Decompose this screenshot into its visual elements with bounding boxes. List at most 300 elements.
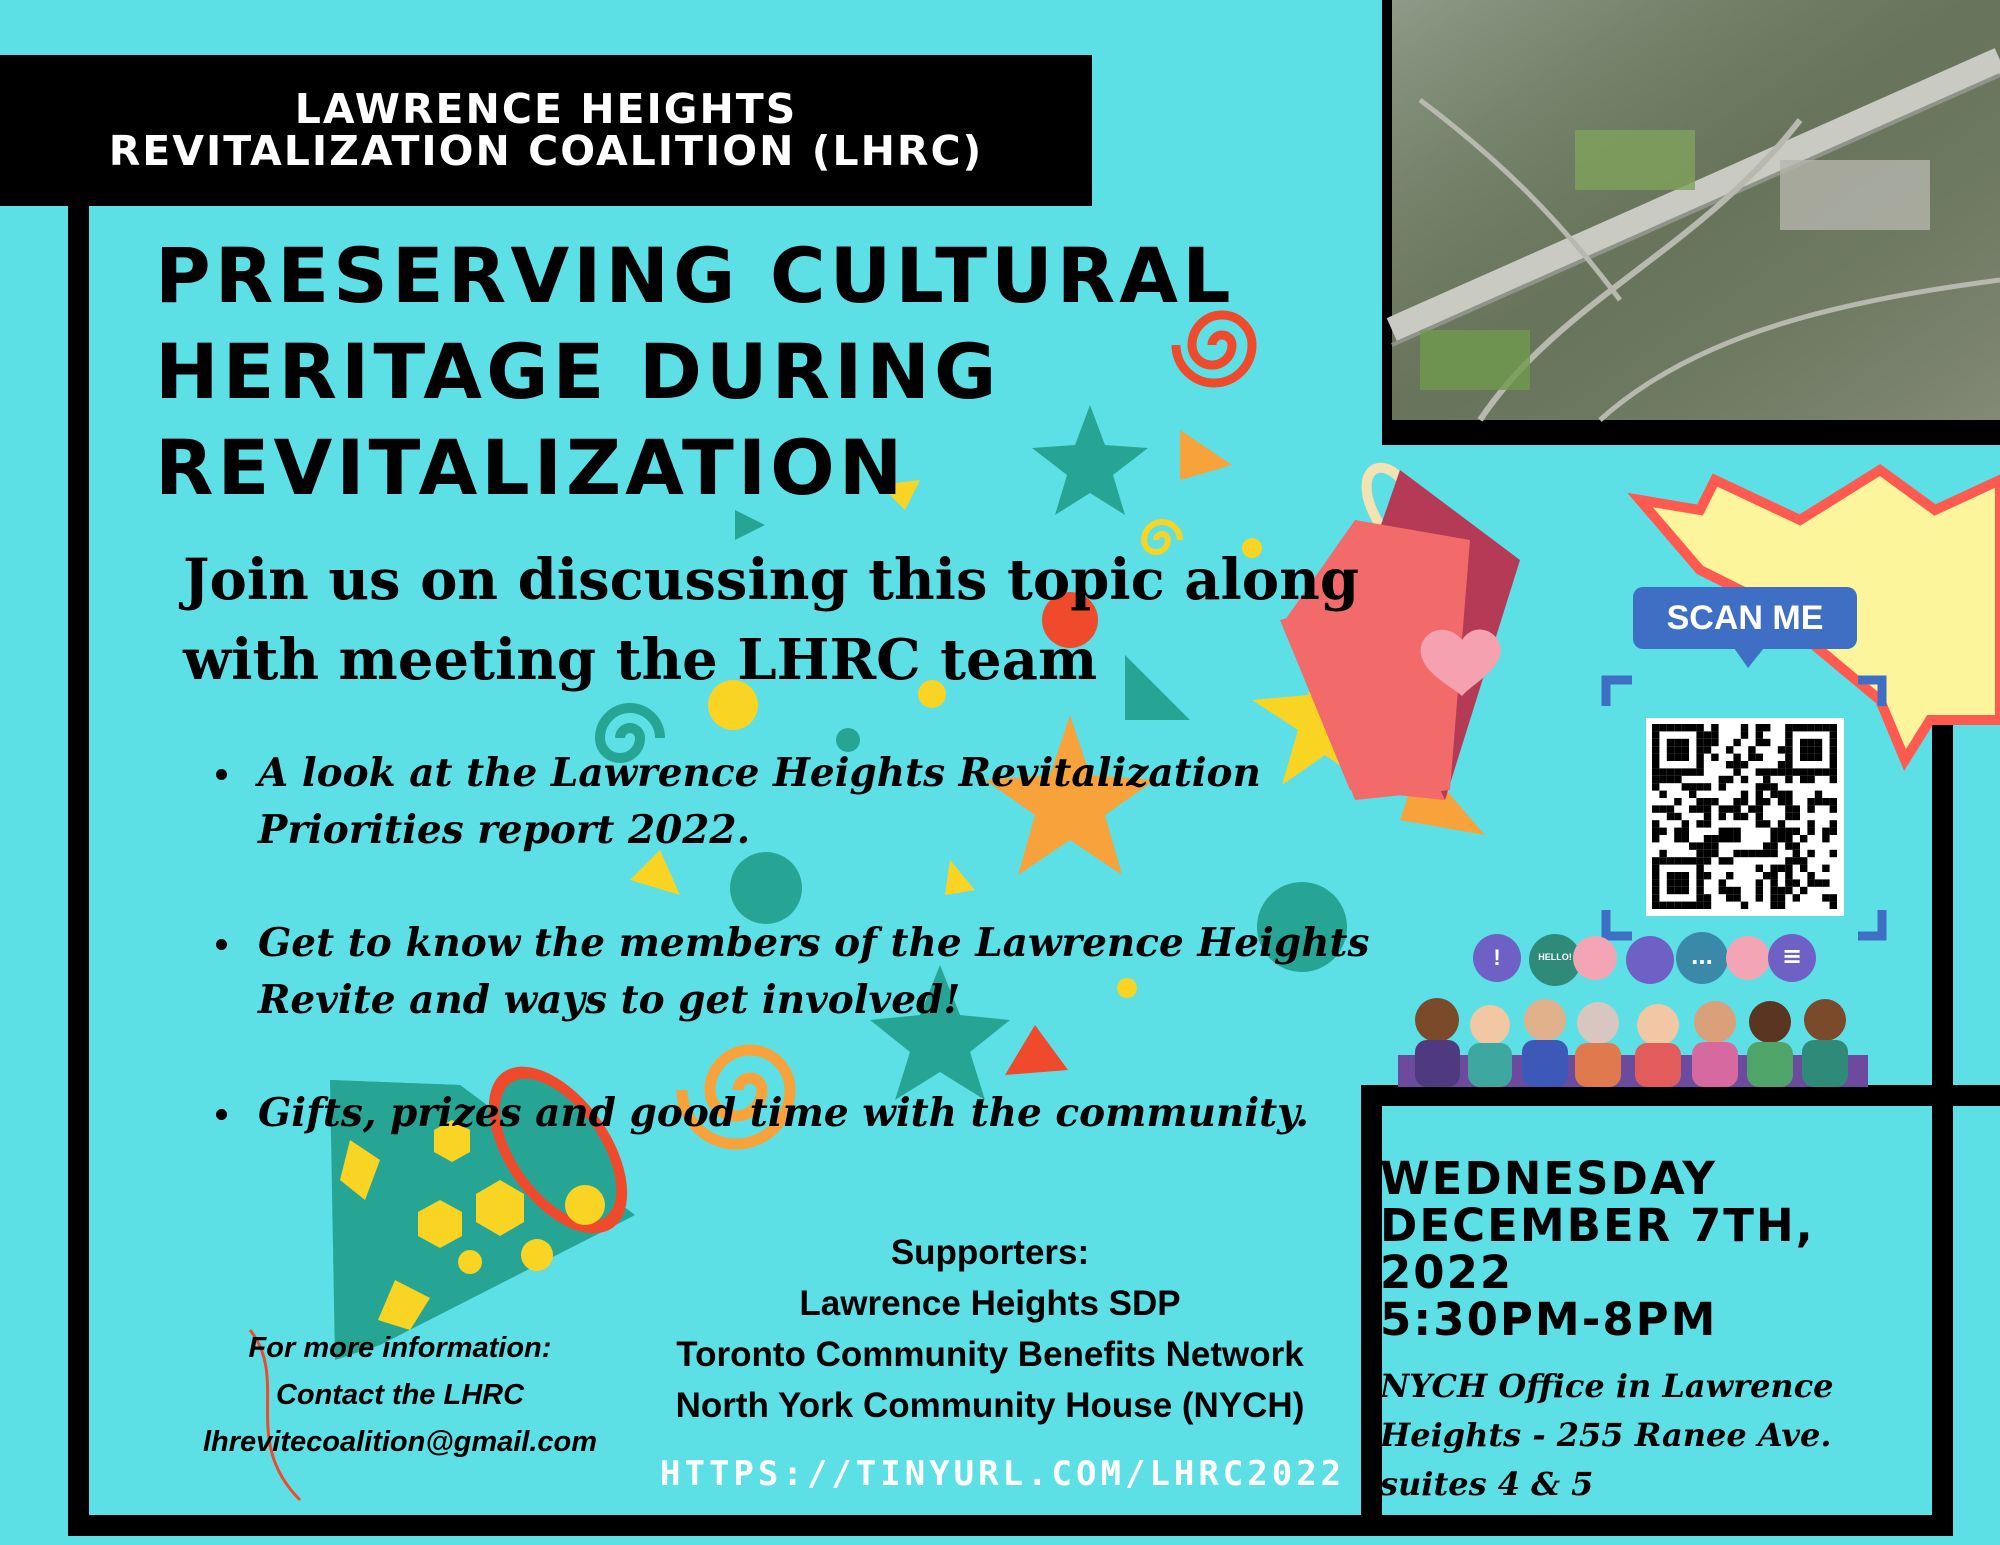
qr-module [1674, 739, 1681, 746]
qr-module [1815, 754, 1822, 761]
qr-module [1756, 879, 1763, 886]
qr-module [1807, 820, 1814, 827]
qr-module [1800, 768, 1807, 775]
qr-module [1830, 754, 1837, 761]
qr-module [1726, 776, 1733, 783]
qr-module [1830, 894, 1837, 901]
qr-module [1696, 879, 1703, 886]
qr-module [1674, 887, 1681, 894]
contact-section [150, 1325, 650, 1466]
qr-module [1830, 724, 1837, 731]
qr-module [1778, 865, 1785, 872]
qr-module [1785, 746, 1792, 753]
title-line-3: REVITALIZATION [155, 423, 907, 512]
qr-module [1815, 798, 1822, 805]
qr-module [1682, 724, 1689, 731]
qr-module [1682, 835, 1689, 842]
frame-bottom [68, 1515, 1953, 1536]
qr-module [1800, 739, 1807, 746]
qr-module [1652, 865, 1659, 872]
qr-module [1763, 768, 1770, 775]
qr-module [1696, 724, 1703, 731]
qr-module [1719, 805, 1726, 812]
qr-module [1800, 754, 1807, 761]
qr-module [1726, 835, 1733, 842]
qr-module [1733, 813, 1740, 820]
qr-module [1815, 724, 1822, 731]
qr-module [1652, 894, 1659, 901]
qr-module [1652, 805, 1659, 812]
qr-module [1733, 850, 1740, 857]
qr-module [1652, 754, 1659, 761]
qr-module [1756, 813, 1763, 820]
qr-module [1726, 805, 1733, 812]
qr-module [1785, 739, 1792, 746]
qr-module [1770, 768, 1777, 775]
qr-module [1756, 850, 1763, 857]
qr-module [1733, 798, 1740, 805]
qr-module [1785, 879, 1792, 886]
qr-module [1748, 746, 1755, 753]
qr-module [1807, 850, 1814, 857]
qr-module [1652, 761, 1659, 768]
registration-url[interactable]: HTTPS://TINYURL.COM/LHRC2022 [660, 1454, 1346, 1494]
qr-module [1830, 739, 1837, 746]
qr-module [1659, 850, 1666, 857]
qr-module [1704, 746, 1711, 753]
qr-module [1822, 894, 1829, 901]
qr-module [1785, 731, 1792, 738]
qr-module [1704, 872, 1711, 879]
qr-module [1652, 835, 1659, 842]
qr-module [1682, 828, 1689, 835]
qr-module [1756, 805, 1763, 812]
qr-module [1741, 791, 1748, 798]
page-title [155, 228, 1355, 516]
qr-module [1696, 820, 1703, 827]
supporters-section [620, 1227, 1360, 1431]
qr-module [1785, 865, 1792, 872]
event-date-line-2: 2022 [1380, 1246, 1514, 1299]
qr-module [1652, 902, 1659, 909]
qr-module [1704, 835, 1711, 842]
qr-module [1726, 828, 1733, 835]
qr-module [1770, 894, 1777, 901]
qr-module [1726, 887, 1733, 894]
event-date-line-1: DECEMBER 7TH, [1380, 1199, 1815, 1252]
qr-module [1689, 842, 1696, 849]
qr-module [1652, 828, 1659, 835]
qr-module [1726, 761, 1733, 768]
venue-line-3: suites 4 & 5 [1380, 1465, 1594, 1503]
qr-module [1682, 820, 1689, 827]
qr-module [1711, 739, 1718, 746]
qr-module [1800, 857, 1807, 864]
qr-module [1800, 776, 1807, 783]
bullet-dot-icon [216, 939, 227, 950]
intro-text [183, 540, 1383, 700]
qr-module [1778, 768, 1785, 775]
qr-module [1778, 835, 1785, 842]
qr-module [1696, 739, 1703, 746]
qr-module [1807, 798, 1814, 805]
qr-module [1711, 835, 1718, 842]
title-line-1: PRESERVING CULTURAL [155, 231, 1235, 320]
qr-module [1756, 739, 1763, 746]
qr-module [1822, 865, 1829, 872]
qr-module [1674, 724, 1681, 731]
qr-module [1704, 820, 1711, 827]
qr-module [1704, 805, 1711, 812]
qr-module [1770, 887, 1777, 894]
qr-module [1807, 872, 1814, 879]
qr-module [1770, 783, 1777, 790]
qr-module [1711, 850, 1718, 857]
qr-module [1704, 842, 1711, 849]
intro-line-2: with meeting the LHRC team [183, 627, 1098, 693]
qr-module [1652, 739, 1659, 746]
qr-module [1659, 768, 1666, 775]
list-item [258, 915, 1408, 1029]
qr-module [1719, 835, 1726, 842]
qr-module [1785, 761, 1792, 768]
qr-module [1785, 835, 1792, 842]
qr-module [1682, 739, 1689, 746]
qr-module [1667, 857, 1674, 864]
qr-module [1659, 857, 1666, 864]
qr-module [1807, 768, 1814, 775]
qr-module [1756, 894, 1763, 901]
qr-module [1704, 894, 1711, 901]
qr-module [1659, 724, 1666, 731]
qr-module [1682, 746, 1689, 753]
qr-module [1689, 902, 1696, 909]
qr-module [1778, 894, 1785, 901]
qr-module [1674, 746, 1681, 753]
qr-module [1807, 805, 1814, 812]
qr-module [1830, 850, 1837, 857]
qr-module [1770, 872, 1777, 879]
qr-module [1652, 731, 1659, 738]
qr-module [1674, 813, 1681, 820]
qr-module [1807, 746, 1814, 753]
bullet-dot-icon [216, 769, 227, 780]
qr-module [1756, 798, 1763, 805]
qr-module [1770, 828, 1777, 835]
scan-me-badge: SCAN ME [1633, 587, 1857, 649]
qr-module [1822, 879, 1829, 886]
qr-module [1770, 902, 1777, 909]
qr-module [1719, 776, 1726, 783]
list-item [258, 1085, 1408, 1142]
qr-module [1785, 776, 1792, 783]
venue-line-1: NYCH Office in Lawrence [1380, 1367, 1834, 1405]
qr-module [1674, 798, 1681, 805]
qr-module [1830, 805, 1837, 812]
qr-module [1733, 828, 1740, 835]
qr-module [1756, 724, 1763, 731]
ellipsis-bubble-icon: ... [1691, 940, 1713, 970]
supporters-title: Supporters: [890, 1233, 1090, 1272]
qr-module [1674, 835, 1681, 842]
qr-module [1807, 879, 1814, 886]
qr-module [1719, 887, 1726, 894]
qr-module [1682, 887, 1689, 894]
qr-module [1682, 879, 1689, 886]
intro-line-1: Join us on discussing this topic along [183, 547, 1359, 613]
qr-module [1793, 842, 1800, 849]
qr-module [1756, 768, 1763, 775]
qr-module [1682, 768, 1689, 775]
qr-module [1785, 724, 1792, 731]
qr-module [1704, 813, 1711, 820]
qr-module [1733, 761, 1740, 768]
qr-module [1770, 879, 1777, 886]
qr-module [1733, 887, 1740, 894]
supporter-2: Toronto Community Benefits Network [676, 1335, 1304, 1374]
qr-module [1719, 783, 1726, 790]
qr-module [1756, 783, 1763, 790]
qr-module [1689, 783, 1696, 790]
qr-module [1763, 820, 1770, 827]
contact-line-2: Contact the LHRC [275, 1379, 525, 1411]
qr-module [1674, 879, 1681, 886]
qr-module [1659, 776, 1666, 783]
qr-module [1682, 902, 1689, 909]
qr-module [1719, 828, 1726, 835]
qr-module [1830, 768, 1837, 775]
hello-bubble-icon: HELLO! [1538, 952, 1572, 962]
qr-module [1733, 805, 1740, 812]
qr-module [1785, 768, 1792, 775]
qr-module [1807, 739, 1814, 746]
qr-module [1785, 842, 1792, 849]
qr-module [1689, 805, 1696, 812]
bullet-2-line-2: Revite and ways to get involved! [258, 977, 961, 1023]
qr-module [1770, 791, 1777, 798]
qr-module [1800, 724, 1807, 731]
qr-module [1815, 791, 1822, 798]
qr-module [1696, 872, 1703, 879]
exclaim-bubble-icon: ! [1493, 945, 1501, 970]
qr-module [1763, 798, 1770, 805]
qr-module [1830, 776, 1837, 783]
qr-module [1741, 731, 1748, 738]
qr-module [1778, 828, 1785, 835]
qr-module [1763, 842, 1770, 849]
qr-module [1696, 731, 1703, 738]
qr-module [1652, 857, 1659, 864]
qr-module [1778, 902, 1785, 909]
qr-module [1674, 857, 1681, 864]
qr-module [1763, 776, 1770, 783]
qr-module [1830, 820, 1837, 827]
frame-left [68, 205, 89, 1535]
qr-module [1815, 768, 1822, 775]
qr-module [1800, 887, 1807, 894]
qr-module [1756, 820, 1763, 827]
qr-module [1778, 798, 1785, 805]
qr-module [1667, 746, 1674, 753]
org-line-1: LAWRENCE HEIGHTS [294, 85, 798, 133]
venue-line-2: Heights - 255 Ranee Ave. [1380, 1416, 1832, 1454]
qr-module [1807, 776, 1814, 783]
qr-module [1830, 828, 1837, 835]
qr-module [1667, 902, 1674, 909]
qr-module [1659, 791, 1666, 798]
qr-module [1807, 724, 1814, 731]
org-line-2: REVITALIZATION COALITION (LHRC) [108, 127, 984, 175]
qr-module [1785, 828, 1792, 835]
contact-line-1: For more information: [248, 1332, 552, 1364]
qr-module [1756, 754, 1763, 761]
bullet-1-line-1: A look at the Lawrence Heights Revitalization [258, 750, 1261, 796]
qr-module [1815, 746, 1822, 753]
qr-module [1704, 857, 1711, 864]
chat-bubbles [1473, 932, 1816, 986]
qr-module [1830, 761, 1837, 768]
qr-module [1704, 850, 1711, 857]
qr-module [1689, 857, 1696, 864]
qr-module [1748, 805, 1755, 812]
qr-module [1652, 746, 1659, 753]
qr-module [1763, 724, 1770, 731]
qr-module [1719, 813, 1726, 820]
qr-module [1652, 879, 1659, 886]
qr-module [1830, 902, 1837, 909]
qr-module [1667, 776, 1674, 783]
qr-module [1756, 791, 1763, 798]
qr-module [1652, 724, 1659, 731]
qr-module [1741, 902, 1748, 909]
qr-module [1822, 835, 1829, 842]
bullet-3-line-1: Gifts, prizes and good time with the community. [258, 1090, 1309, 1136]
qr-module [1778, 820, 1785, 827]
qr-module [1667, 768, 1674, 775]
bullet-1-line-2: Priorities report 2022. [258, 807, 751, 853]
title-line-2: HERITAGE DURING [155, 327, 1001, 416]
qr-module [1830, 798, 1837, 805]
qr-module [1719, 879, 1726, 886]
qr-module [1785, 798, 1792, 805]
qr-module [1674, 872, 1681, 879]
qr-module [1793, 768, 1800, 775]
qr-module [1741, 798, 1748, 805]
qr-module [1689, 791, 1696, 798]
qr-module [1748, 850, 1755, 857]
qr-module [1696, 805, 1703, 812]
aerial-photo [1382, 0, 2000, 445]
qr-module [1785, 857, 1792, 864]
qr-module [1793, 857, 1800, 864]
qr-module [1793, 894, 1800, 901]
qr-module [1704, 731, 1711, 738]
qr-module [1733, 835, 1740, 842]
qr-module [1719, 857, 1726, 864]
qr-module [1704, 902, 1711, 909]
qr-module [1674, 902, 1681, 909]
qr-module [1696, 842, 1703, 849]
lines-bubble-icon: ≡ [1781, 942, 1803, 970]
qr-module [1667, 805, 1674, 812]
qr-module [1807, 754, 1814, 761]
qr-module [1682, 857, 1689, 864]
frame-middle-horizontal [1361, 1085, 2000, 1106]
qr-module [1733, 768, 1740, 775]
qr-module [1674, 754, 1681, 761]
bullet-list [258, 745, 1408, 1198]
qr-module [1793, 850, 1800, 857]
qr-module [1667, 813, 1674, 820]
qr-module [1674, 768, 1681, 775]
qr-code [1606, 680, 1882, 936]
qr-module [1659, 805, 1666, 812]
qr-module [1667, 754, 1674, 761]
qr-module [1696, 761, 1703, 768]
qr-module [1778, 791, 1785, 798]
qr-module [1815, 739, 1822, 746]
qr-module [1726, 872, 1733, 879]
qr-module [1682, 872, 1689, 879]
event-time: 5:30PM-8PM [1380, 1293, 1718, 1346]
qr-module [1822, 768, 1829, 775]
qr-module [1785, 887, 1792, 894]
qr-module [1733, 894, 1740, 901]
qr-module [1696, 754, 1703, 761]
qr-module [1696, 783, 1703, 790]
qr-module [1682, 754, 1689, 761]
qr-module [1822, 798, 1829, 805]
qr-module [1674, 776, 1681, 783]
qr-module [1659, 902, 1666, 909]
qr-module [1785, 872, 1792, 879]
qr-module [1733, 754, 1740, 761]
qr-module [1667, 872, 1674, 879]
qr-module [1741, 776, 1748, 783]
qr-module [1793, 879, 1800, 886]
community-people-illustration [1398, 998, 1868, 1087]
qr-module [1704, 739, 1711, 746]
qr-module [1822, 724, 1829, 731]
contact-email[interactable]: lhrevitecoalition@gmail.com [202, 1426, 598, 1458]
qr-module [1815, 879, 1822, 886]
qr-module [1763, 739, 1770, 746]
qr-module [1763, 783, 1770, 790]
qr-module [1763, 872, 1770, 879]
qr-module [1793, 828, 1800, 835]
qr-module [1689, 768, 1696, 775]
list-item [258, 745, 1408, 859]
qr-module [1756, 731, 1763, 738]
qr-module [1726, 857, 1733, 864]
qr-module [1822, 828, 1829, 835]
qr-module [1689, 724, 1696, 731]
qr-module [1756, 887, 1763, 894]
qr-module [1756, 865, 1763, 872]
qr-module [1748, 754, 1755, 761]
qr-module [1793, 805, 1800, 812]
supporter-3: North York Community House (NYCH) [675, 1386, 1305, 1425]
qr-module [1704, 798, 1711, 805]
qr-module [1667, 724, 1674, 731]
organization-name [0, 85, 1092, 175]
qr-module [1778, 761, 1785, 768]
bullet-dot-icon [216, 1109, 227, 1120]
qr-module [1711, 724, 1718, 731]
qr-module [1830, 746, 1837, 753]
qr-module [1696, 865, 1703, 872]
bullet-2-line-1: Get to know the members of the Lawrence Heights [258, 920, 1370, 966]
